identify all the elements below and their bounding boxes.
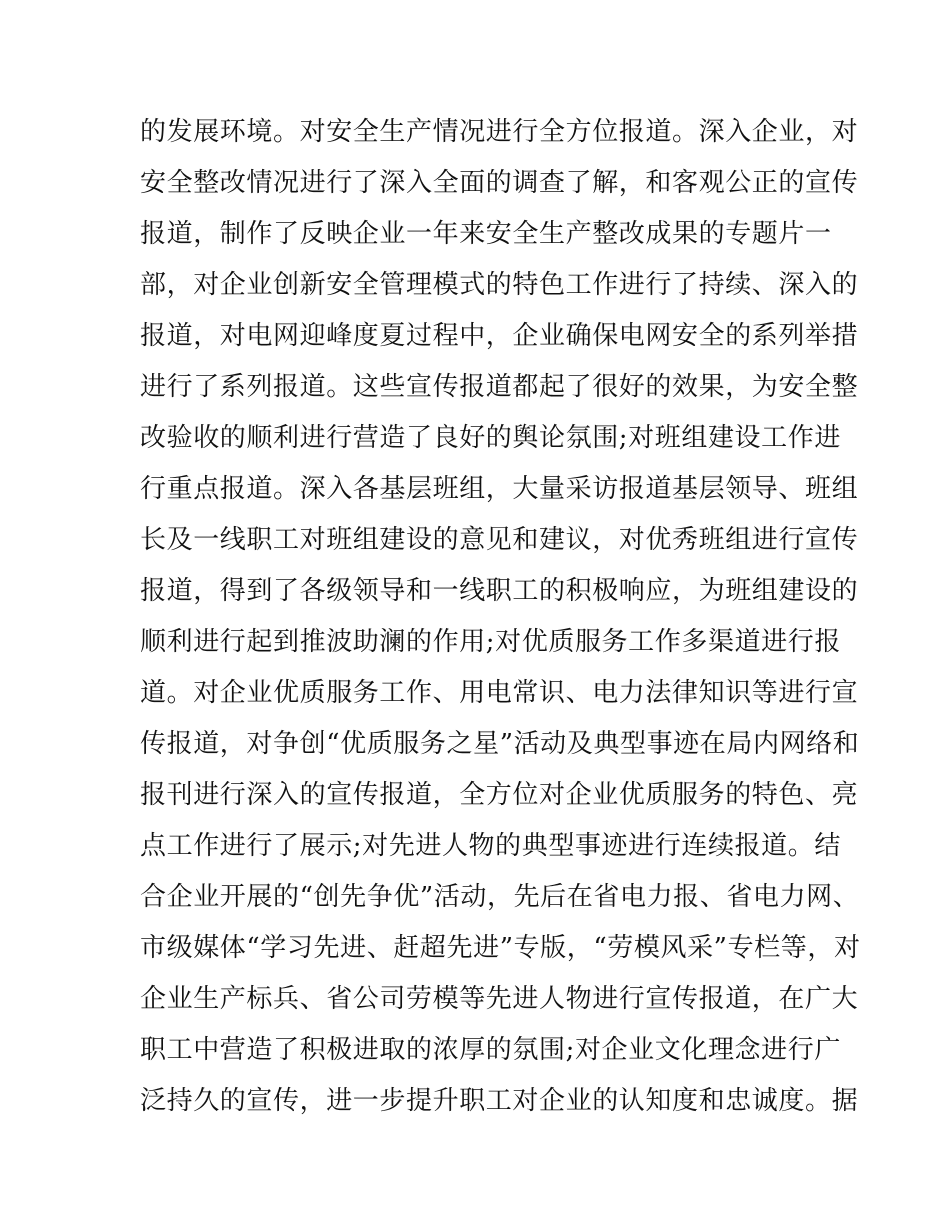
text-line: 道。对企业优质服务工作、用电常识、电力法律知识等进行宣 bbox=[140, 678, 859, 708]
text-line: 安全整改情况进行了深入全面的调查了解，和客观公正的宣传 bbox=[140, 168, 859, 198]
text-line: 的发展环境。对安全生产情况进行全方位报道。深入企业，对 bbox=[140, 117, 859, 147]
text-line: 报道，制作了反映企业一年来安全生产整改成果的专题片一 bbox=[140, 219, 832, 249]
text-line: 行重点报道。深入各基层班组，大量采访报道基层领导、班组 bbox=[140, 474, 859, 504]
text-line: 职工中营造了积极进取的浓厚的氛围;对企业文化理念进行广 bbox=[140, 1035, 841, 1065]
text-line: 市级媒体“学习先进、赶超先进”专版，“劳模风采”专栏等，对 bbox=[140, 933, 861, 963]
text-line: 进行了系列报道。这些宣传报道都起了很好的效果，为安全整 bbox=[140, 372, 859, 402]
text-line: 报道，得到了各级领导和一线职工的积极响应，为班组建设的 bbox=[140, 576, 859, 606]
text-line: 点工作进行了展示;对先进人物的典型事迹进行连续报道。结 bbox=[140, 831, 841, 861]
text-line: 改验收的顺利进行营造了良好的舆论氛围;对班组建设工作进 bbox=[140, 423, 841, 453]
text-line: 泛持久的宣传，进一步提升职工对企业的认知度和忠诚度。据 bbox=[140, 1086, 859, 1116]
body-text bbox=[140, 107, 861, 1127]
text-line: 部，对企业创新安全管理模式的特色工作进行了持续、深入的 bbox=[140, 270, 859, 300]
text-line: 合企业开展的“创先争优”活动，先后在省电力报、省电力网、 bbox=[140, 882, 860, 912]
text-line: 顺利进行起到推波助澜的作用;对优质服务工作多渠道进行报 bbox=[140, 627, 841, 657]
text-line: 传报道，对争创“优质服务之星”活动及典型事迹在局内网络和 bbox=[140, 729, 860, 759]
text-line: 长及一线职工对班组建设的意见和建议，对优秀班组进行宣传 bbox=[140, 525, 859, 555]
text-line: 报道，对电网迎峰度夏过程中，企业确保电网安全的系列举措 bbox=[140, 321, 859, 351]
text-line: 企业生产标兵、省公司劳模等先进人物进行宣传报道，在广大 bbox=[140, 984, 859, 1014]
text-line: 报刊进行深入的宣传报道，全方位对企业优质服务的特色、亮 bbox=[140, 780, 859, 810]
